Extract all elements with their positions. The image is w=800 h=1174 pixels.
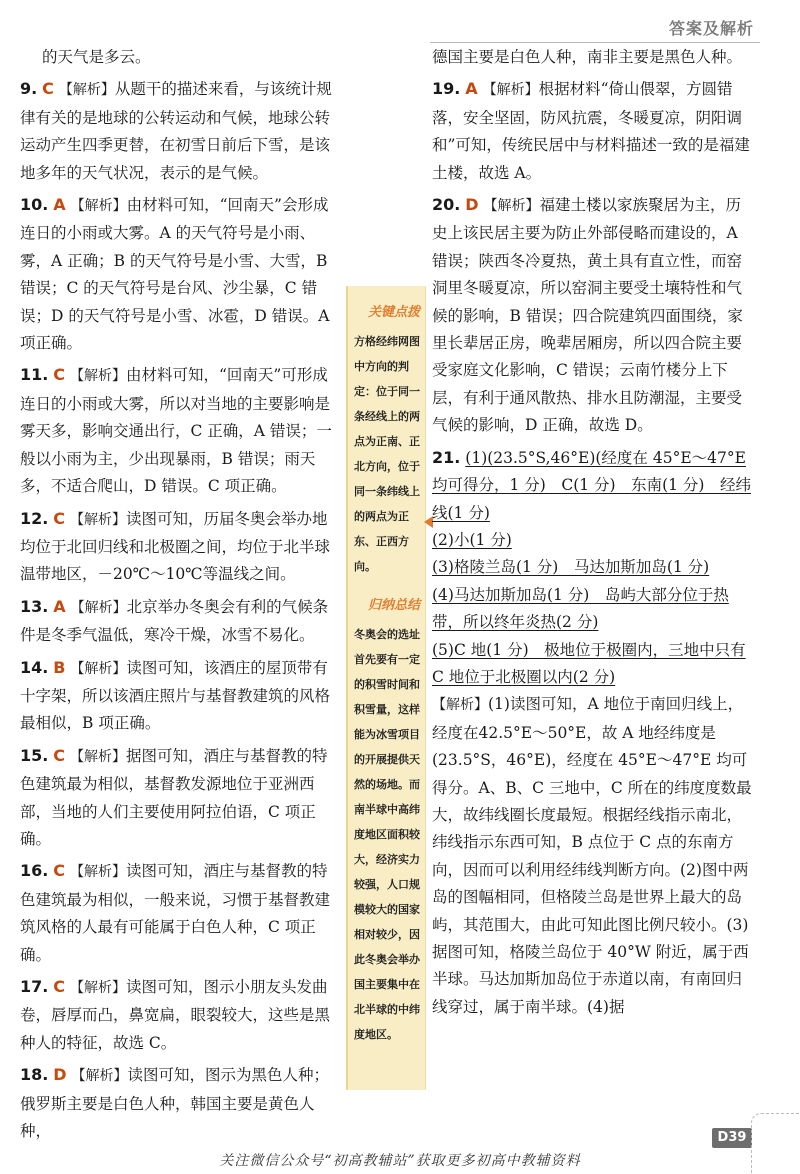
analysis-tag: 【解析】 — [482, 82, 539, 99]
answer-part-1: (1)(23.5°S,46°E)(经度在 45°E～47°E 均可得分，1 分) C(1 分) 东南(1 分) 经纬线(1 分) — [432, 448, 751, 522]
question-number: 10. — [20, 195, 49, 215]
question-number: 18. — [20, 1065, 49, 1085]
analysis-tag: 【解析】 — [432, 697, 488, 714]
question-number: 13. — [20, 596, 49, 616]
analysis-text: 读图可知，该酒庄的屋顶带有十字架，所以该酒庄照片与基督教建筑的风格最相似，B 项正确。 — [20, 658, 331, 733]
answer-letter: D — [465, 195, 479, 215]
answer-letter: B — [53, 657, 66, 677]
question-number: 14. — [20, 657, 49, 677]
right-column — [432, 44, 756, 1025]
analysis-tag: 【解析】 — [71, 1068, 128, 1085]
answer-letter: C — [53, 508, 66, 528]
analysis-text: 读图可知，酒庄与基督教的特色建筑最为相似，一般来说，习惯于基督教建筑风格的人最有可能属于白色人种，C 项正确。 — [20, 862, 331, 964]
question-15 — [20, 742, 338, 854]
analysis-block — [432, 691, 756, 1021]
question-10 — [20, 191, 338, 357]
analysis-tag: 【解析】 — [69, 511, 126, 528]
answer-letter: D — [53, 1065, 67, 1085]
analysis-text: (1)读图可知，A 地位于南回归线上，经度在42.5°E～50°E，故 A 地经纬度是(23.5°S，46°E)，经度在 45°E～47°E 均可得分。A、B、C 三地中，C 所在的纬度度数最大，故纬线圈长度最短。根据经线指示南北，纬线指示东西可知，B 点位于 C 点的东南方向，因而可以利用经纬线判断方向。(2)图中两岛的图幅相同，但格陵兰岛是世界上最大的岛屿，其范围大，由此可知此图比例尺较小。(3)据图可知，格陵兰岛位于 40°W 附近，属于西半球。马达加斯加岛位于赤道以南，有南回归线穿过，属于南半球。(4)据 — [432, 695, 752, 1016]
header-divider — [430, 42, 760, 43]
answer-letter: C — [53, 861, 66, 881]
key-tip-text: 方格经纬网图中方向的判定：位于同一条经线上的两点为正南、正北方向，位于同一条纬线上的两点为正东、正西方向。 — [354, 335, 420, 573]
question-number: 9. — [20, 79, 38, 99]
analysis-text: 据图可知，酒庄与基督教的特色建筑最为相似，基督教发源地位于亚洲西部，当地的人们主要使用阿拉伯语，C 项正确。 — [20, 746, 328, 848]
key-tip-title: 关键点拨 — [368, 305, 421, 320]
answer-part-2: (2)小(1 分) — [432, 530, 512, 549]
question-19 — [432, 75, 756, 187]
analysis-tag: 【解析】 — [70, 599, 127, 616]
question-14 — [20, 654, 338, 738]
header-title: 答案及解析 — [668, 19, 754, 38]
answer-letter: C — [42, 79, 54, 99]
answer-letter: C — [53, 745, 66, 765]
question-9 — [20, 75, 338, 187]
analysis-tag: 【解析】 — [58, 82, 115, 99]
question-number: 19. — [432, 79, 461, 99]
page-number: D39 — [712, 1128, 752, 1148]
question-18 — [20, 1061, 338, 1145]
analysis-tag: 【解析】 — [69, 980, 126, 996]
analysis-tag: 【解析】 — [69, 864, 126, 881]
analysis-text: 读图可知，图示小朋友头发曲卷，唇厚而凸，鼻宽扁，眼裂较大，这些是黑种人的特征，故选 C。 — [20, 978, 331, 1052]
summary-title: 归纳总结 — [368, 598, 421, 613]
question-number: 17. — [20, 977, 49, 996]
question-number: 21. — [432, 447, 461, 467]
analysis-text: 读图可知，历届冬奥会举办地均位于北回归线和北极圈之间，均位于北半球温带地区，－20℃～10℃等温线之间。 — [20, 509, 331, 584]
analysis-tag: 【解析】 — [70, 660, 127, 677]
answer-letter: C — [53, 365, 66, 385]
analysis-text: 由材料可知，“回南天”会形成连日的小雨或大雾。A 的天气符号是小雨、雾，A 正确；B 的天气符号是小雪、大雪，B 错误；C 的天气符号是台风、沙尘暴，C 错误；D 的天气符号是小雪、冰雹，D 错误。A 项正确。 — [20, 196, 330, 353]
question-number: 11. — [20, 365, 49, 385]
question-number: 20. — [432, 195, 461, 215]
footer-watermark: 关注微信公众号“初高教辅站”获取更多初高中教辅资料 — [219, 1153, 581, 1169]
left-column — [20, 44, 338, 1149]
question-12 — [20, 505, 338, 589]
question-16 — [20, 857, 338, 969]
continuation-text: 德国主要是白色人种，南非主要是黑色人种。 — [432, 48, 743, 66]
analysis-text: 北京举办冬奥会有利的气候条件是冬季气温低，寒冷干燥，冰雪不易化。 — [20, 597, 329, 645]
analysis-tag: 【解析】 — [69, 368, 126, 385]
analysis-tag: 【解析】 — [70, 198, 127, 215]
answer-part-3: (3)格陵兰岛(1 分) 马达加斯加岛(1 分) — [432, 558, 710, 577]
side-notes — [346, 286, 426, 1090]
answer-letter: A — [53, 596, 66, 616]
continuation-text: 的天气是多云。 — [42, 48, 151, 66]
answer-letter: C — [53, 977, 66, 996]
summary-text: 冬奥会的选址首先要有一定的积雪时间和积雪量，这样能为冰雪项目的开展提供天然的场地。而南半球中高纬度地区面积较大，经济实力较强，人口规模较大的国家相对较少，因此冬奥会举办国主要集中在北半球的中纬度地区。 — [354, 628, 420, 1041]
analysis-text: 从题干的描述来看，与该统计规律有关的是地球的公转运动和气候，地球公转运动产生四季更替，在初雪日前后下雪，是该地多年的天气状况，表示的是气候。 — [20, 80, 332, 182]
answer-part-4: (4)马达加斯加岛(1 分) 岛屿大部分位于热带，所以终年炎热(2 分) — [432, 585, 729, 632]
question-17 — [20, 973, 338, 1057]
answer-letter: A — [53, 195, 66, 215]
question-number: 15. — [20, 745, 49, 765]
question-number: 12. — [20, 508, 49, 528]
question-21 — [432, 444, 756, 1022]
analysis-text: 根据材料“倚山偎翠，方圆错落，安全坚固，防风抗震，冬暖夏凉，阴阳调和”可知，传统民居中与材料描述一致的是福建土楼，故选 A。 — [432, 80, 750, 182]
analysis-tag: 【解析】 — [69, 748, 126, 765]
answer-part-5: (5)C 地(1 分) 极地位于极圈内，三地中只有 C 地位于北极圈以内(2 分) — [432, 640, 746, 686]
answer-letter: A — [465, 79, 478, 99]
analysis-text: 读图可知，图示为黑色人种；俄罗斯主要是白色人种，韩国主要是黄色人种， — [20, 1066, 330, 1141]
question-number: 16. — [20, 861, 49, 881]
analysis-text: 由材料可知，“回南天”可形成连日的小雨或大雾，所以对当地的主要影响是雾天多，影响交通出行，C 正确，A 错误；一般以小雨为主，少出现暴雨，B 错误；雨天多，不适合爬山，D 错误。C 项正确。 — [20, 366, 332, 496]
analysis-text: 福建土楼以家族聚居为主，历史上该民居主要为防止外部侵略而建设的，A 错误；陕西冬冷夏热，黄土具有直立性，而窑洞里冬暖夏凉，所以窑洞主要受土壤特性和气候的影响，B 错误；四合院建筑四面围绕，家里长辈居正房，晚辈居厢房，所以四合院主要受家庭文化影响，C 错误；云南竹楼分上下层，有利于通风散热、排水且防潮湿，主要受气候的影响，D 正确，故选 D。 — [432, 196, 743, 435]
question-20 — [432, 191, 756, 440]
question-13 — [20, 593, 338, 650]
analysis-tag: 【解析】 — [483, 198, 540, 215]
question-11 — [20, 361, 338, 500]
